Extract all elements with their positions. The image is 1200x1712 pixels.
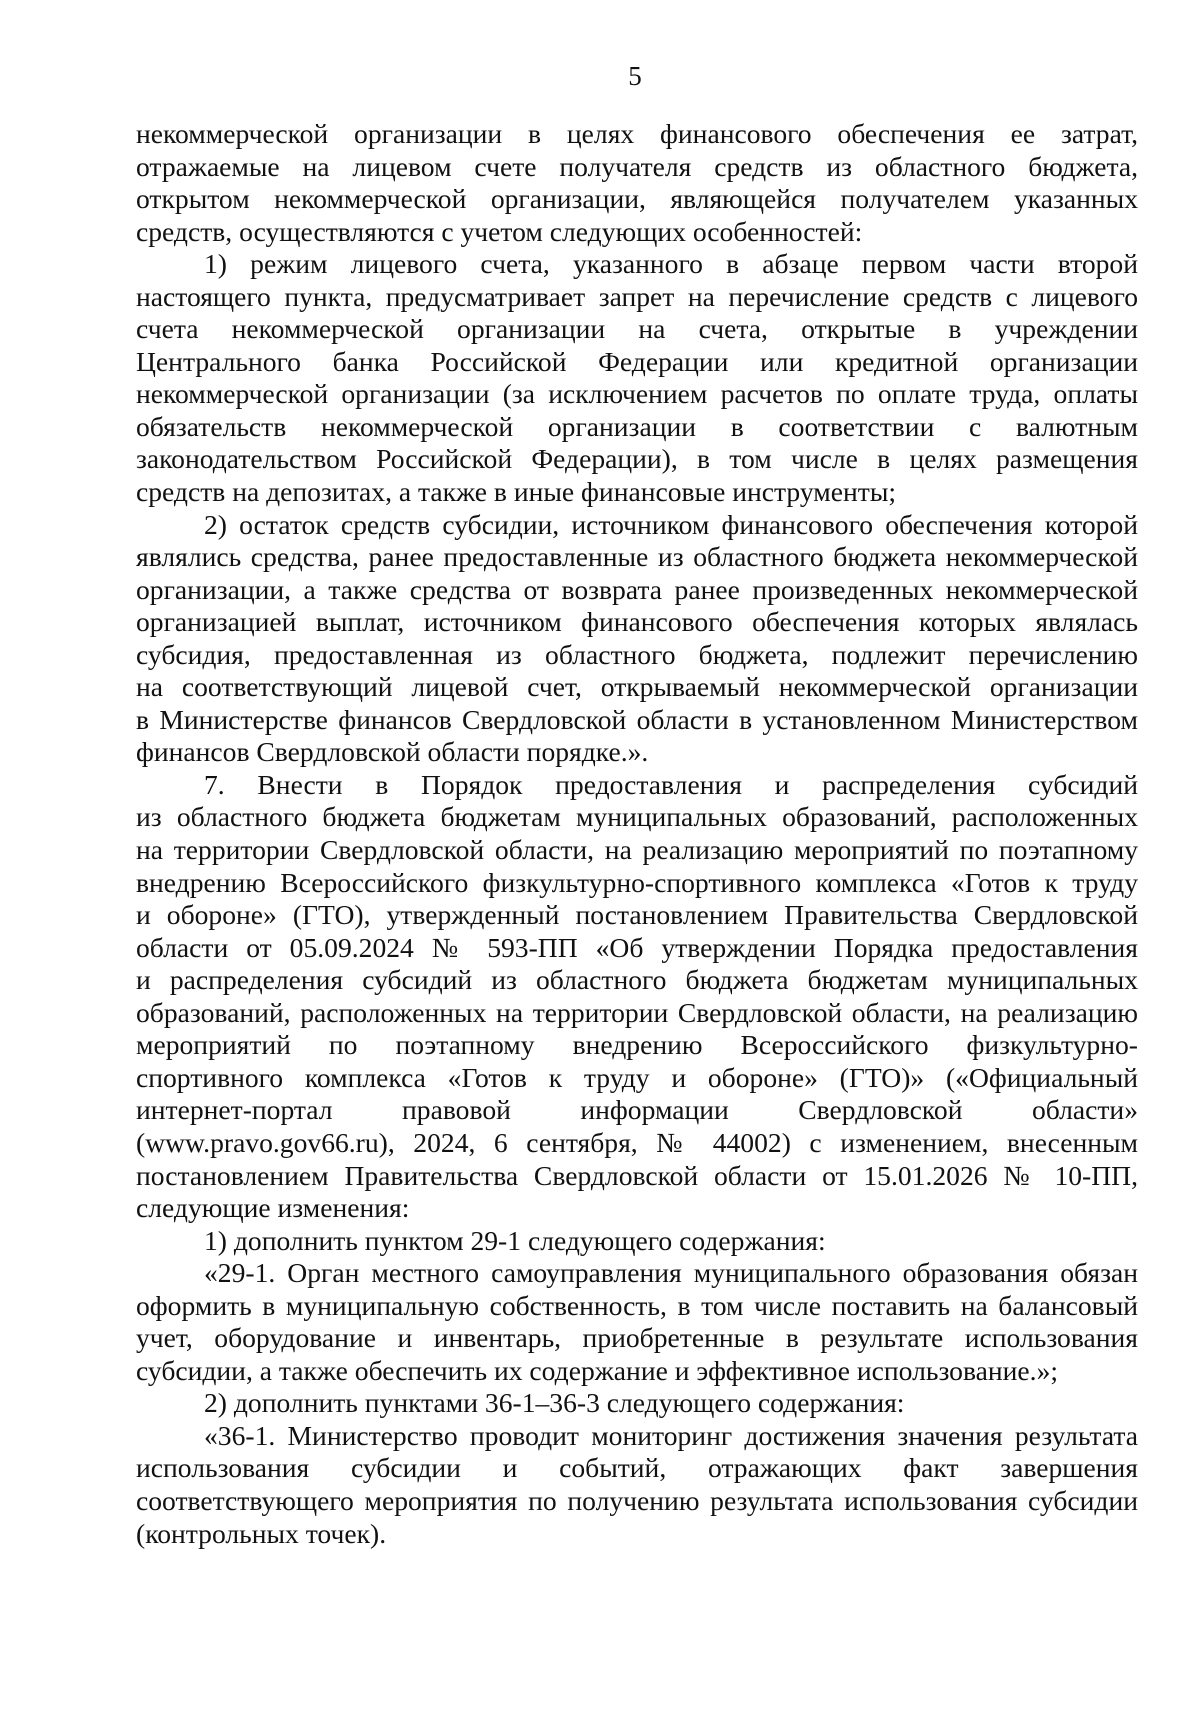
text-line: области от 05.09.2024 № 593-ПП «Об утверждении Порядка предоставления bbox=[136, 931, 1138, 963]
text-line: мероприятий по поэтапному внедрению Всероссийского физкультурно- bbox=[136, 1029, 1138, 1061]
text-line: настоящего пункта, предусматривает запрет на перечисление средств с лицевого bbox=[136, 280, 1138, 312]
text-line: субсидия, предоставленная из областного бюджета, подлежит перечислению bbox=[136, 638, 1138, 670]
text-line: соответствующего мероприятия по получению результата использования субсидии bbox=[136, 1484, 1138, 1516]
text-line: 1) режим лицевого счета, указанного в абзаце первом части второй bbox=[204, 248, 1138, 280]
text-line: на соответствующий лицевой счет, открываемый некоммерческой организации bbox=[136, 671, 1138, 703]
text-line: законодательством Российской Федерации), в том числе в целях размещения bbox=[136, 443, 1138, 475]
text-line: (контрольных точек). bbox=[136, 1517, 387, 1549]
text-line: из областного бюджета бюджетам муниципальных образований, расположенных bbox=[136, 801, 1138, 833]
text-line: учет, оборудование и инвентарь, приобретенные в результате использования bbox=[136, 1322, 1138, 1354]
text-line: на территории Свердловской области, на реализацию мероприятий по поэтапному bbox=[136, 834, 1138, 866]
document-body bbox=[136, 118, 1138, 1550]
text-line: финансов Свердловской области порядке.». bbox=[136, 736, 649, 768]
text-line: отражаемые на лицевом счете получателя средств из областного бюджета, bbox=[136, 150, 1138, 182]
text-line: и распределения субсидий из областного бюджета бюджетам муниципальных bbox=[136, 964, 1138, 996]
text-line: интернет-портал правовой информации Свердловской области» bbox=[136, 1094, 1138, 1126]
text-line: организации, а также средства от возврата ранее произведенных некоммерческой bbox=[136, 573, 1138, 605]
text-line: обязательств некоммерческой организации в соответствии с валютным bbox=[136, 410, 1138, 442]
text-line: некоммерческой организации в целях финансового обеспечения ее затрат, bbox=[136, 118, 1138, 149]
text-line: открытом некоммерческой организации, являющейся получателем указанных bbox=[136, 183, 1138, 215]
text-line: образований, расположенных на территории Свердловской области, на реализацию bbox=[136, 996, 1138, 1028]
text-line: следующие изменения: bbox=[136, 1192, 410, 1224]
text-line: 7. Внести в Порядок предоставления и распределения субсидий bbox=[204, 768, 1138, 800]
text-line: Центрального банка Российской Федерации или кредитной организации bbox=[136, 345, 1138, 377]
text-line: средств, осуществляются с учетом следующих особенностей: bbox=[136, 215, 863, 247]
text-line: (www.pravo.gov66.ru), 2024, 6 сентября, № 44002) с изменением, внесенным bbox=[136, 1126, 1138, 1158]
text-line: спортивного комплекса «Готов к труду и обороне» (ГТО)» («Официальный bbox=[136, 1061, 1138, 1093]
text-line: счета некоммерческой организации на счета, открытые в учреждении bbox=[136, 313, 1138, 345]
text-line: 2) дополнить пунктами 36-1–36-3 следующего содержания: bbox=[204, 1387, 905, 1419]
text-line: средств на депозитах, а также в иные финансовые инструменты; bbox=[136, 476, 897, 508]
text-line: являлись средства, ранее предоставленные из областного бюджета некоммерческой bbox=[136, 541, 1138, 573]
text-line: оформить в муниципальную собственность, в том числе поставить на балансовый bbox=[136, 1289, 1138, 1321]
text-line: некоммерческой организации (за исключением расчетов по оплате труда, оплаты bbox=[136, 378, 1138, 410]
text-line: и обороне» (ГТО), утвержденный постановлением Правительства Свердловской bbox=[136, 899, 1138, 931]
text-line: постановлением Правительства Свердловской области от 15.01.2026 № 10-ПП, bbox=[136, 1159, 1138, 1191]
text-line: 1) дополнить пунктом 29-1 следующего содержания: bbox=[204, 1224, 826, 1256]
text-line: организацией выплат, источником финансового обеспечения которых являлась bbox=[136, 606, 1138, 638]
text-line: «29-1. Орган местного самоуправления муниципального образования обязан bbox=[204, 1257, 1138, 1289]
text-line: в Министерстве финансов Свердловской области в установленном Министерством bbox=[136, 703, 1138, 735]
page-number: 5 bbox=[628, 61, 642, 91]
text-line: субсидии, а также обеспечить их содержание и эффективное использование.»; bbox=[136, 1354, 1059, 1386]
text-line: внедрению Всероссийского физкультурно-спортивного комплекса «Готов к труду bbox=[136, 866, 1138, 898]
text-line: 2) остаток средств субсидии, источником финансового обеспечения которой bbox=[204, 508, 1138, 540]
text-line: «36-1. Министерство проводит мониторинг достижения значения результата bbox=[204, 1419, 1138, 1451]
text-line: использования субсидии и событий, отражающих факт завершения bbox=[136, 1452, 1138, 1484]
